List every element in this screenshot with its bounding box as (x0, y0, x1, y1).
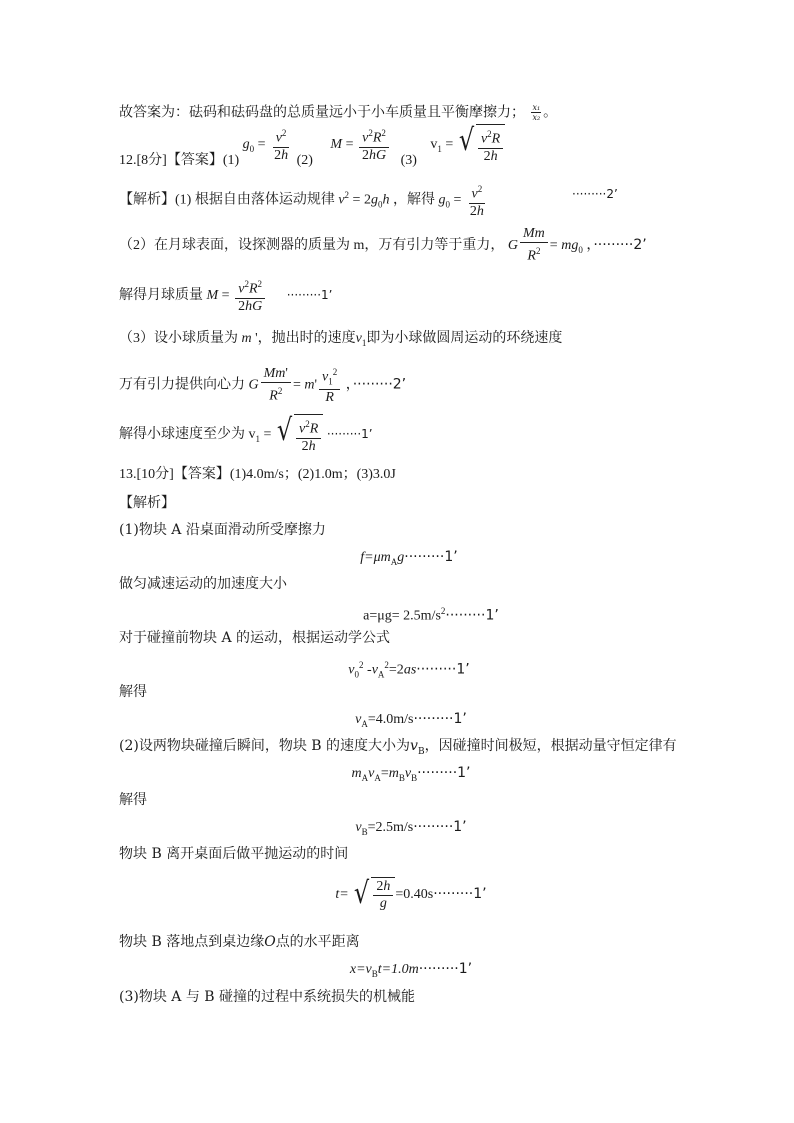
step-3-text: 对于碰撞前物块 A 的运动，根据运动学公式 (119, 630, 391, 646)
score-mark: ·········2’ (572, 187, 618, 201)
answer-line-11: 故答案为：砝码和砝码盘的总质量远小于小车质量且平衡摩擦力； $\frac{\text{x₁}}{\text{x₂}}$ 。 (119, 103, 558, 122)
eq-vA: $v_A=4.0m/s\cdot\cdot\cdot\cdot\cdot\cdot\cdot\cdot\cdot 1$’ (355, 711, 467, 729)
eq-friction: $f=\mu m_Ag\cdot\cdot\cdot\cdot\cdot\cdot\cdot\cdot\cdot 1$’ (360, 549, 458, 567)
analysis-line-6: 解得小球速度至少为 $v_1$ = √ $\frac{v^2R}{2h}$ ·········1’ (119, 413, 373, 455)
formula-M: M = $\frac{v^2R^2}{2hG}$ (330, 137, 394, 152)
analysis-line-5: 万有引力提供向心力 G $\frac{Mm'}{R^2}$ = m' $\frac{v_1^2}{R}$ ，·········2’ (119, 365, 407, 406)
eq-time: t= √ $\frac{2h}{g}$ =0.40s·········1’ (335, 876, 487, 912)
analysis-line-3: 解得月球质量 M = $\frac{v^2R^2}{2hG}$ ·········1’ (119, 276, 332, 315)
formula-v1: $v_1$ = √ $\frac{v^2R}{2h}$ (430, 137, 505, 152)
analysis-line-2: （2）在月球表面，设探测器的质量为 m，万有引力等于重力， G $\frac{Mm}{R^2}$ = $mg_0$ ，·········2’ (119, 226, 647, 265)
solve-label-2: 解得 (119, 792, 147, 808)
ratio-fraction: $\frac{\text{x₁}}{\text{x₂}}$ (532, 103, 541, 122)
step-5-text: 物块 B 离开桌面后做平抛运动的时间 (119, 846, 349, 862)
eq-distance: $x=v_Bt=1.0m\cdot\cdot\cdot\cdot\cdot\cdot\cdot\cdot\cdot 1$’ (349, 961, 473, 979)
solve-label-1: 解得 (119, 684, 147, 700)
eq-momentum: $m_Av_A=m_Bv_B\cdot\cdot\cdot\cdot\cdot\cdot\cdot\cdot\cdot 1$’ (351, 765, 471, 783)
q12-answer-line: 12.[8分]【答案】(1) $g_0$ = $\frac{v^2}{2h}$ (2) M = $\frac{v^2R^2}{2hG}$ (3) $v_1$ = √ $\frac{v^2R}{2h}$ (119, 128, 505, 171)
step-4-text: (2)设两物块碰撞后瞬间，物块 B 的速度大小为$v_B$，因碰撞时间极短，根据动量守恒定律有 (119, 738, 677, 757)
step-2-text: 做匀减速运动的加速度大小 (119, 576, 287, 592)
step-7-text: (3)物块 A 与 B 碰撞的过程中系统损失的机械能 (119, 989, 416, 1005)
formula-g0: $g_0$ = $\frac{v^2}{2h}$ (243, 137, 297, 152)
step-6-text: 物块 B 落地点到桌边缘O点的水平距离 (119, 934, 360, 950)
analysis-heading: 【解析】 (119, 495, 175, 511)
step-1-text: (1)物块 A 沿桌面滑动所受摩擦力 (119, 522, 326, 538)
eq-acceleration: $a=\mu g= 2.5m/s^2\cdot\cdot\cdot\cdot\cdot\cdot\cdot\cdot\cdot 1$’ (363, 606, 499, 624)
analysis-line-4: （3）设小球质量为 m '，抛出时的速度$v_1$即为小球做圆周运动的环绕速度 (119, 331, 563, 348)
eq-vB: $v_B=2.5m/s\cdot\cdot\cdot\cdot\cdot\cdot\cdot\cdot\cdot 1$’ (355, 819, 467, 837)
answer-text: 故答案为：砝码和砝码盘的总质量远小于小车质量且平衡摩擦力； (119, 104, 525, 121)
q13-answer-line: 13.[10分]【答案】(1)4.0m/s；(2)1.0m；(3)3.0J (119, 467, 396, 482)
analysis-line-1: 【解析】(1) 根据自由落体运动规律 $v^2 = 2g_0h$ ，解得 $g_0$ = $\frac{v^2}{2h}$ (119, 176, 489, 223)
eq-kinematics: $v_0^2$ $-v_A^2=2as\cdot\cdot\cdot\cdot\cdot\cdot\cdot\cdot\cdot 1$’ (348, 660, 470, 680)
